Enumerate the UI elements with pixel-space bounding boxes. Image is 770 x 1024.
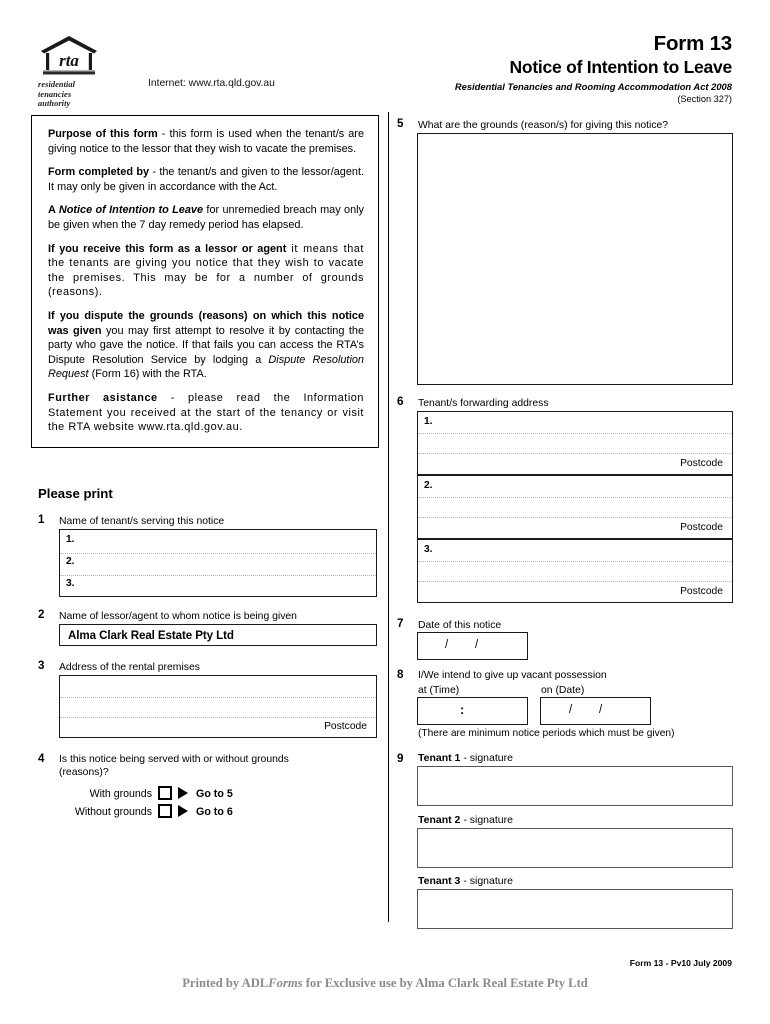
form-number: Form 13: [653, 32, 732, 55]
with-grounds-label: With grounds: [89, 788, 152, 800]
question-3-label: Address of the rental premises: [59, 662, 200, 673]
printed-by-brand-italic: Forms: [268, 976, 303, 990]
tenant-3-signature-label: [418, 875, 513, 887]
tenant-name-row-2-number: 2.: [66, 556, 75, 567]
forwarding-address-1-divider-1: [418, 433, 732, 434]
question-4-label: Is this notice being served with or without grounds (reasons)?: [59, 754, 289, 778]
purpose-paragraph-2: [48, 165, 364, 194]
act-reference: Residential Tenancies and Rooming Accommodation Act 2008: [454, 81, 732, 92]
rental-premises-address-box[interactable]: [59, 675, 377, 738]
purpose-paragraph-4: [48, 242, 364, 300]
tenant-name-divider-2: [60, 575, 376, 576]
section-reference: (Section 327): [677, 94, 732, 104]
form-header-block: [302, 33, 732, 105]
forwarding-address-box-3[interactable]: [417, 539, 733, 603]
forwarding-address-3-number: 3.: [424, 544, 433, 555]
lessor-agent-name-value: Alma Clark Real Estate Pty Ltd: [68, 629, 234, 642]
tenant-names-box[interactable]: [59, 529, 377, 597]
question-3-number: 3: [38, 659, 45, 672]
please-print-heading: Please print: [38, 486, 113, 501]
vacant-time-box[interactable]: [417, 697, 528, 725]
lessor-agent-name-box[interactable]: [59, 624, 377, 646]
logo-word-1: residential: [38, 80, 76, 89]
with-grounds-goto: Go to 5: [196, 788, 233, 800]
forwarding-address-3-divider-2: [418, 581, 732, 582]
minimum-notice-note: (There are minimum notice periods which must be given): [418, 728, 675, 739]
tenant-3-signature-box[interactable]: [417, 889, 733, 929]
vacant-date-slash-2: /: [599, 704, 603, 716]
purpose-paragraph-6: [48, 391, 364, 435]
tenant-2-signature-suffix: - signature: [460, 814, 513, 826]
purpose-text-6: - please read the Information Statement you received at the start of the tenancy or visit the RTA website www.rta.qld.gov.au.: [48, 391, 364, 434]
vacant-date-box[interactable]: [540, 697, 651, 725]
purpose-paragraph-3: [48, 203, 364, 232]
question-9-number: 9: [397, 752, 404, 765]
purpose-text-4: it means that the tenants are giving you notice that they wish to vacate the premises. This may be for a number of grounds (reasons).: [48, 242, 364, 299]
question-1-number: 1: [38, 513, 45, 526]
forwarding-address-1-number: 1.: [424, 416, 433, 427]
forwarding-address-box-2[interactable]: [417, 475, 733, 539]
tenant-2-signature-name: Tenant 2: [418, 814, 461, 826]
without-grounds-arrow-icon: [178, 805, 188, 817]
purpose-italic-3: Notice of Intention to Leave: [58, 204, 204, 217]
forwarding-address-2-number: 2.: [424, 480, 433, 491]
logo-word-2: tenancies: [38, 89, 72, 99]
purpose-text-5: you may first attempt to resolve it by contacting the party who gave the notice. If that fails you can access the RTA’s Dispute Resolution Service by lodging a: [48, 324, 364, 366]
tenant-name-divider-1: [60, 553, 376, 554]
tenant-1-signature-box[interactable]: [417, 766, 733, 806]
tenant-1-signature-suffix: - signature: [460, 752, 513, 764]
printed-by-notice: [0, 976, 770, 991]
question-2-number: 2: [38, 608, 45, 621]
purpose-heading-4: If you receive this form as a lessor or agent: [48, 242, 287, 255]
purpose-heading-6: Further asistance: [48, 391, 158, 404]
question-1-label: Name of tenant/s serving this notice: [59, 516, 225, 527]
question-7-number: 7: [397, 617, 404, 630]
forwarding-address-2-divider-2: [418, 517, 732, 518]
question-5-number: 5: [397, 117, 404, 130]
form-title: Notice of Intention to Leave: [509, 57, 732, 77]
purpose-heading-2: Form completed by: [48, 166, 150, 179]
without-grounds-checkbox[interactable]: [158, 804, 172, 818]
logo-word-3: authority: [38, 99, 71, 109]
address-divider-2: [60, 717, 376, 718]
tenant-3-signature-suffix: - signature: [460, 875, 513, 887]
internet-address: Internet: www.rta.qld.gov.au: [148, 78, 275, 89]
tenant-1-signature-name: Tenant 1: [418, 752, 461, 764]
with-grounds-arrow-icon: [178, 787, 188, 799]
question-6-label: Tenant/s forwarding address: [418, 398, 549, 409]
without-grounds-goto: Go to 6: [196, 806, 233, 818]
vacant-time-colon: :: [460, 702, 465, 717]
tenant-name-row-1-number: 1.: [66, 534, 75, 545]
tenant-2-signature-label: [418, 814, 513, 826]
question-8-number: 8: [397, 668, 404, 681]
grounds-reasons-box[interactable]: [417, 133, 733, 385]
purpose-text-3: for unremedied breach may only be given when the 7 day remedy period has elapsed.: [48, 204, 364, 231]
without-grounds-label: Without grounds: [74, 806, 152, 818]
question-7-label: Date of this notice: [418, 620, 502, 631]
purpose-heading-1: Purpose of this form: [48, 128, 158, 140]
forwarding-address-2-divider-1: [418, 497, 732, 498]
svg-text:rta: rta: [59, 51, 79, 70]
purpose-paragraph-5: [48, 309, 364, 382]
forwarding-address-3-postcode-label: Postcode: [680, 586, 723, 597]
forwarding-address-box-1[interactable]: [417, 411, 733, 475]
notice-date-slash-2: /: [475, 639, 479, 651]
question-4-number: 4: [38, 752, 45, 765]
purpose-text-5b: (Form 16) with the RTA.: [88, 368, 207, 381]
question-2-label: Name of lessor/agent to whom notice is being given: [59, 611, 297, 622]
forwarding-address-3-divider-1: [418, 561, 732, 562]
purpose-lead-3: A: [48, 204, 59, 217]
purpose-text-1: - this form is used when the tenant/s are giving notice to the lessor that they wish to vacate the premises.: [48, 128, 364, 155]
question-5-label: What are the grounds (reason/s) for giving this notice?: [418, 120, 669, 131]
form-revision: Form 13 - Pv10 July 2009: [629, 958, 732, 968]
forwarding-address-1-divider-2: [418, 453, 732, 454]
vacant-time-label: at (Time): [418, 685, 460, 696]
rta-logo-wordmark: [38, 80, 104, 109]
rta-logo: [38, 34, 104, 109]
question-8-label: I/We intend to give up vacant possession: [418, 670, 607, 681]
forwarding-address-2-postcode-label: Postcode: [680, 522, 723, 533]
printed-by-prefix: Printed by ADL: [182, 976, 269, 990]
tenant-1-signature-label: [418, 752, 513, 764]
tenant-2-signature-box[interactable]: [417, 828, 733, 868]
notice-date-slash-1: /: [445, 639, 449, 651]
vacant-date-label: on (Date): [541, 685, 585, 696]
forwarding-address-1-postcode-label: Postcode: [680, 458, 723, 469]
column-divider: [388, 112, 389, 922]
printed-by-suffix: for Exclusive use by Alma Clark Real Estate Pty Ltd: [302, 976, 588, 990]
purpose-paragraph-1: [48, 127, 364, 156]
tenant-3-signature-name: Tenant 3: [418, 875, 461, 887]
tenant-name-row-3-number: 3.: [66, 578, 75, 589]
notice-date-box[interactable]: [417, 632, 528, 660]
address-divider-1: [60, 697, 376, 698]
rta-house-logo-icon: [38, 34, 100, 78]
question-6-number: 6: [397, 395, 404, 408]
rental-address-postcode-label: Postcode: [324, 721, 367, 732]
vacant-date-slash-1: /: [569, 704, 573, 716]
purpose-italic-5: Dispute Resolution Request: [48, 353, 364, 381]
purpose-text-2: - the tenant/s and given to the lessor/agent. It may only be given in accordance with the Act.: [48, 166, 364, 193]
purpose-heading-5: If you dispute the grounds (reasons) on which this notice was given: [48, 309, 364, 337]
with-grounds-checkbox[interactable]: [158, 786, 172, 800]
purpose-instructions-box: [31, 115, 379, 448]
